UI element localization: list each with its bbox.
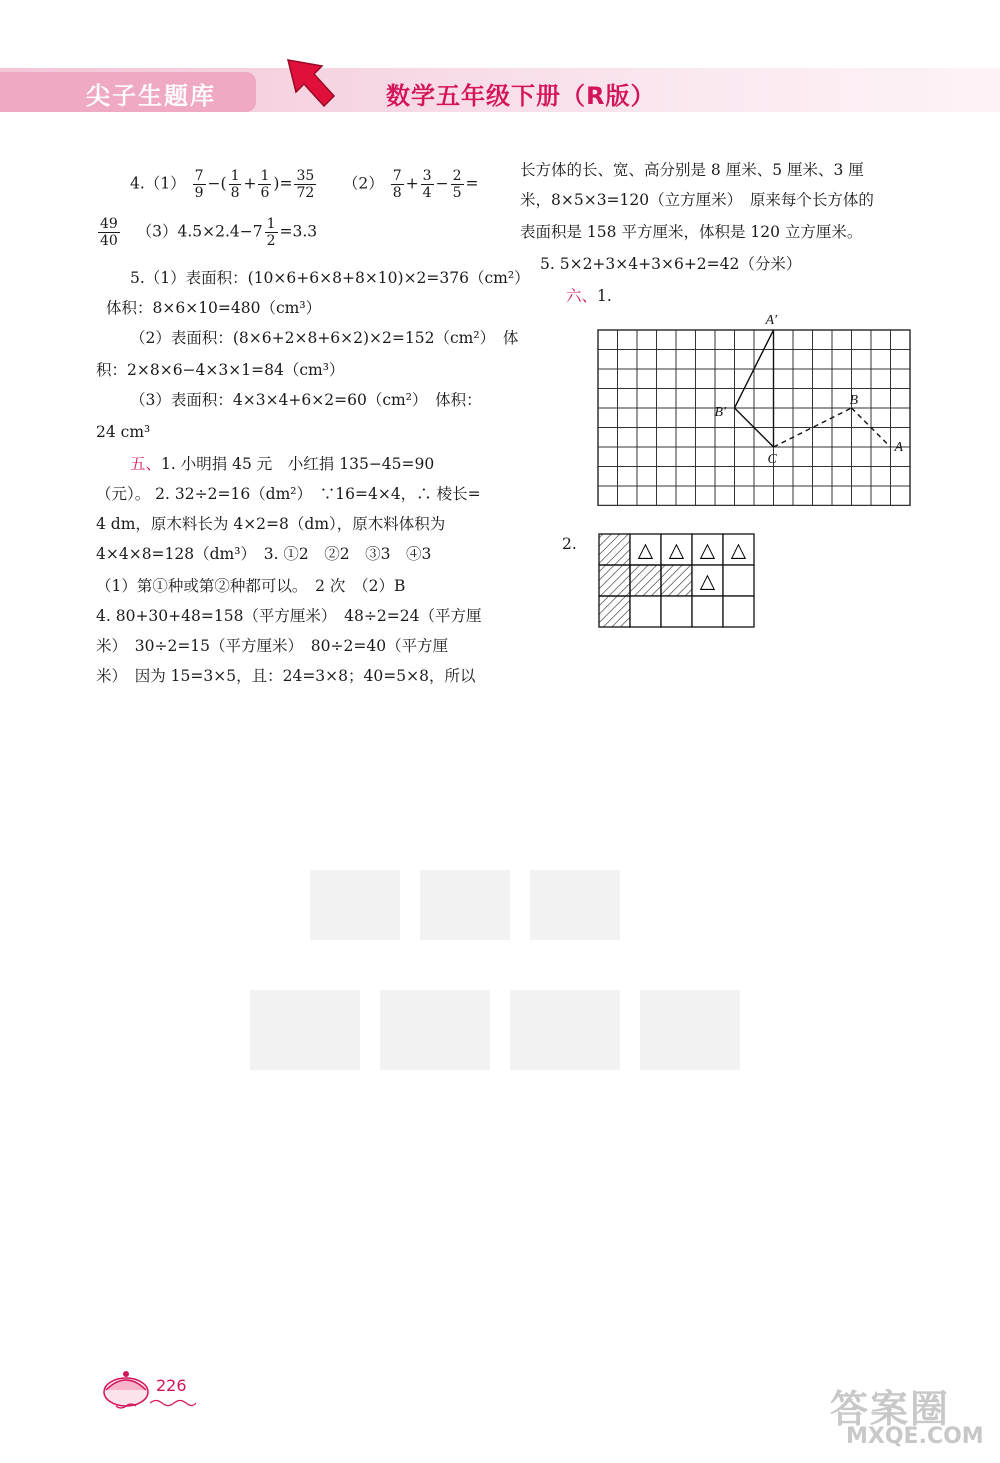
section-5-line6: 4. 80+30+48=158（平方厘米） 48÷2=24（平方厘 — [96, 607, 482, 625]
transform-grid-figure — [590, 306, 930, 506]
q5-line1: 5.（1）表面积：(10×6+6×8+8×10)×2=376（cm²） — [130, 269, 530, 287]
hatched-cell — [599, 565, 630, 596]
fraction: $\frac{7}{9}$ — [194, 168, 204, 201]
section-5-line3: 4 dm，原木料长为 4×2=8（dm），原木料体积为 — [96, 515, 446, 533]
section-5-line1: 五、1. 小明捐 45 元 小红捐 135−45=90 — [130, 455, 435, 473]
red-arrow-icon — [278, 52, 338, 114]
q5-line5: （3）表面积：4×3×4+6×2=60（cm²） 体积： — [130, 391, 482, 409]
fraction: $\frac{1}{2}$ — [266, 216, 276, 249]
q4-line2: $\frac{49}{40}$ （3）4.5×2.4−7 $\frac{1}{2}$ =3.3 — [100, 216, 318, 249]
fraction: $\frac{3}{4}$ — [422, 168, 432, 201]
triangle-mark: △ — [668, 537, 685, 562]
section-6-line1: 六、1. — [566, 287, 612, 305]
right-line2: 米，8×5×3=120（立方厘米） 原来每个长方体的 — [520, 191, 874, 209]
wave-decoration — [150, 1398, 196, 1408]
section-6-heading: 六、 — [566, 287, 598, 305]
label-a-prime: A′ — [765, 313, 778, 328]
right-line4: 5. 5×2+3×4+3×6+2=42（分米） — [540, 255, 802, 273]
section-5-line8: 米） 因为 15=3×5，且：24=3×8；40=5×8，所以 — [96, 667, 476, 685]
hatched-cell — [599, 534, 630, 565]
puzzle-cells — [599, 534, 754, 627]
mascot-icon — [96, 1362, 156, 1412]
triangle-mark: △ — [730, 537, 747, 562]
right-line3: 表面积是 158 平方厘米，体积是 120 立方厘米。 — [520, 223, 863, 241]
page-number: 226 — [156, 1376, 187, 1395]
hatched-cell — [599, 596, 630, 627]
watermark-logo: 答案圈 — [830, 1387, 951, 1431]
right-line1: 长方体的长、宽、高分别是 8 厘米、5 厘米、3 厘 — [520, 161, 864, 179]
section-5-heading: 五、 — [130, 455, 162, 473]
grid-cell — [661, 596, 692, 627]
fraction: $\frac{1}{8}$ — [230, 168, 240, 201]
fraction: $\frac{49}{40}$ — [100, 216, 118, 249]
label-a: A — [894, 440, 904, 455]
q5-line3: （2）表面积：(8×6+2×8+6×2)×2=152（cm²） 体 — [130, 329, 519, 347]
watermark-url: MXQE.COM — [846, 1424, 984, 1449]
section-5-line2: （元）。 2. 32÷2=16（dm²） ∵16=4×4，∴ 棱长= — [96, 485, 481, 503]
page-title: 数学五年级下册（R版） — [386, 82, 656, 110]
label-b: B — [849, 393, 859, 408]
grid-cell — [723, 596, 754, 627]
fraction: $\frac{35}{72}$ — [296, 168, 315, 201]
grid-lines — [598, 330, 910, 506]
grid-cell — [630, 596, 661, 627]
q4-line1: 4.（1） $\frac{7}{9}$ −( $\frac{1}{8}$ + $\frac{1}{6}$ )= $\frac{35}{72}$ （2） $\frac{7}{8}$ + $\frac{3}{4}$ − $\frac{2}{5}$ = — [130, 168, 479, 201]
section-6-q2-label: 2. — [562, 535, 577, 553]
triangle-mark: △ — [637, 537, 654, 562]
book-badge-label: 尖子生题库 — [86, 82, 216, 110]
label-c: C — [767, 452, 777, 467]
q5-line2: 体积：8×6×10=480（cm³） — [106, 299, 322, 317]
section-5-line5: （1）第①种或第②种都可以。 2 次 （2）B — [96, 577, 406, 595]
fraction: $\frac{1}{6}$ — [260, 168, 270, 201]
grid-cell — [723, 565, 754, 596]
section-5-line7: 米） 30÷2=15（平方厘米） 80÷2=40（平方厘 — [96, 637, 449, 655]
fraction: $\frac{2}{5}$ — [452, 168, 462, 201]
hatched-cell — [661, 565, 692, 596]
triangle-mark: △ — [699, 568, 716, 593]
grid-cell — [692, 596, 723, 627]
triangle-mark: △ — [699, 537, 716, 562]
q5-line4: 积：2×8×6−4×3×1=84（cm³） — [96, 361, 345, 379]
hatched-cell — [630, 565, 661, 596]
center-watermark — [250, 850, 750, 1090]
q5-line6: 24 cm³ — [96, 423, 151, 441]
shape-puzzle-grid — [596, 532, 756, 640]
label-b-prime: B′ — [714, 405, 727, 420]
section-5-line4: 4×4×8=128（dm³） 3. ①2 ②2 ③3 ④3 — [96, 545, 432, 563]
fraction: $\frac{7}{8}$ — [392, 168, 402, 201]
